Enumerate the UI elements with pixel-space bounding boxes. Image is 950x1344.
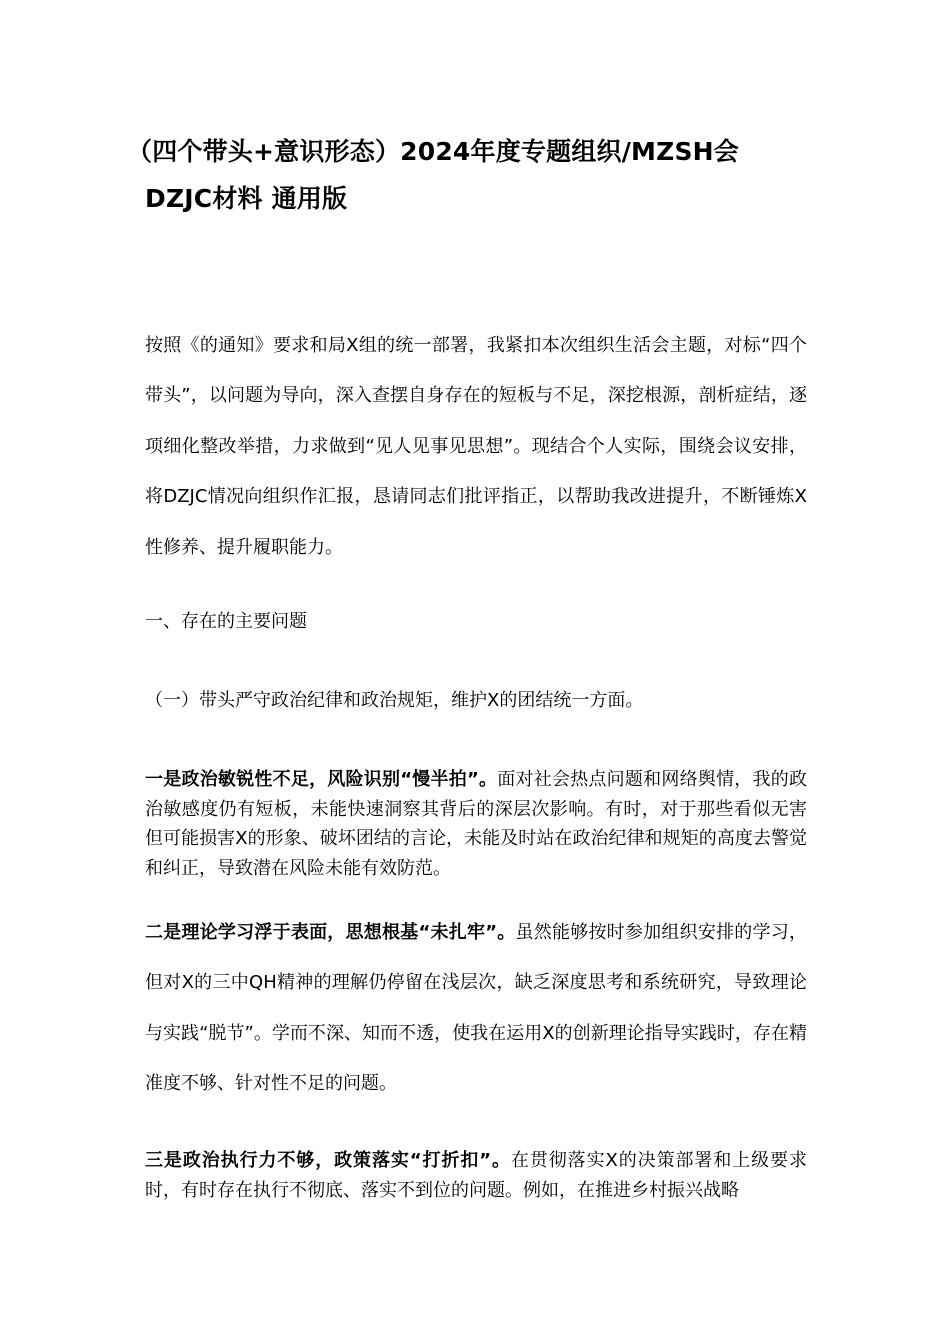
subsection-heading: （一）带头严守政治纪律和政治规矩，维护X的团结统一方面。 — [145, 690, 644, 711]
problem-point-3 — [145, 1146, 807, 1205]
point-3-lead: 三是政治执行力不够，政策落实“打折扣”。 — [145, 1150, 511, 1171]
section-heading: 一、存在的主要问题 — [145, 611, 307, 632]
intro-paragraph: 按照《的通知》要求和局X组的统一部署，我紧扣本次组织生活会主题，对标“四个带头”，以问题为导向，深入查摆自身存在的短板与不足，深挖根源，剖析症结，逐项细化整改举措，力求做到“见人见事见思想”。现结合个人实际，围绕会议安排，将DZJC情况向组织作汇报，恳请同志们批评指正，以帮助我改进提升，不断锤炼X性修养、提升履职能力。 — [145, 335, 807, 558]
point-2-body: 虽然能够按时参加组织安排的学习，但对X的三中QH精神的理解仍停留在浅层次，缺乏深度思考和系统研究，导致理论与实践“脱节”。学而不深、知而不透，使我在运用X的创新理论指导实践时，存在精准度不够、针对性不足的问题。 — [145, 922, 807, 1095]
title-line-2: DZJC材料 通用版 — [145, 184, 348, 213]
point-1-body: 面对社会热点问题和网络舆情，我的政治敏感度仍有短板，未能快速洞察其背后的深层次影响。有时，对于那些看似无害但可能损害X的形象、破坏团结的言论，未能及时站在政治纪律和规矩的高度去警觉和纠正，导致潜在风险未能有效防范。 — [145, 769, 807, 879]
problem-point-1 — [145, 765, 807, 883]
point-1-lead: 一是政治敏锐性不足，风险识别“慢半拍”。 — [145, 769, 498, 790]
point-3-body: 在贯彻落实X的决策部署和上级要求时，有时存在执行不彻底、落实不到位的问题。例如，在推进乡村振兴战略 — [145, 1150, 807, 1201]
problem-point-2 — [145, 908, 807, 1110]
point-2-lead: 二是理论学习浮于表面，思想根基“未扎牢”。 — [145, 922, 516, 943]
document-title — [127, 128, 810, 222]
title-line-1: （四个带头+意识形态）2024年度专题组织/MZSH会 — [127, 137, 739, 166]
